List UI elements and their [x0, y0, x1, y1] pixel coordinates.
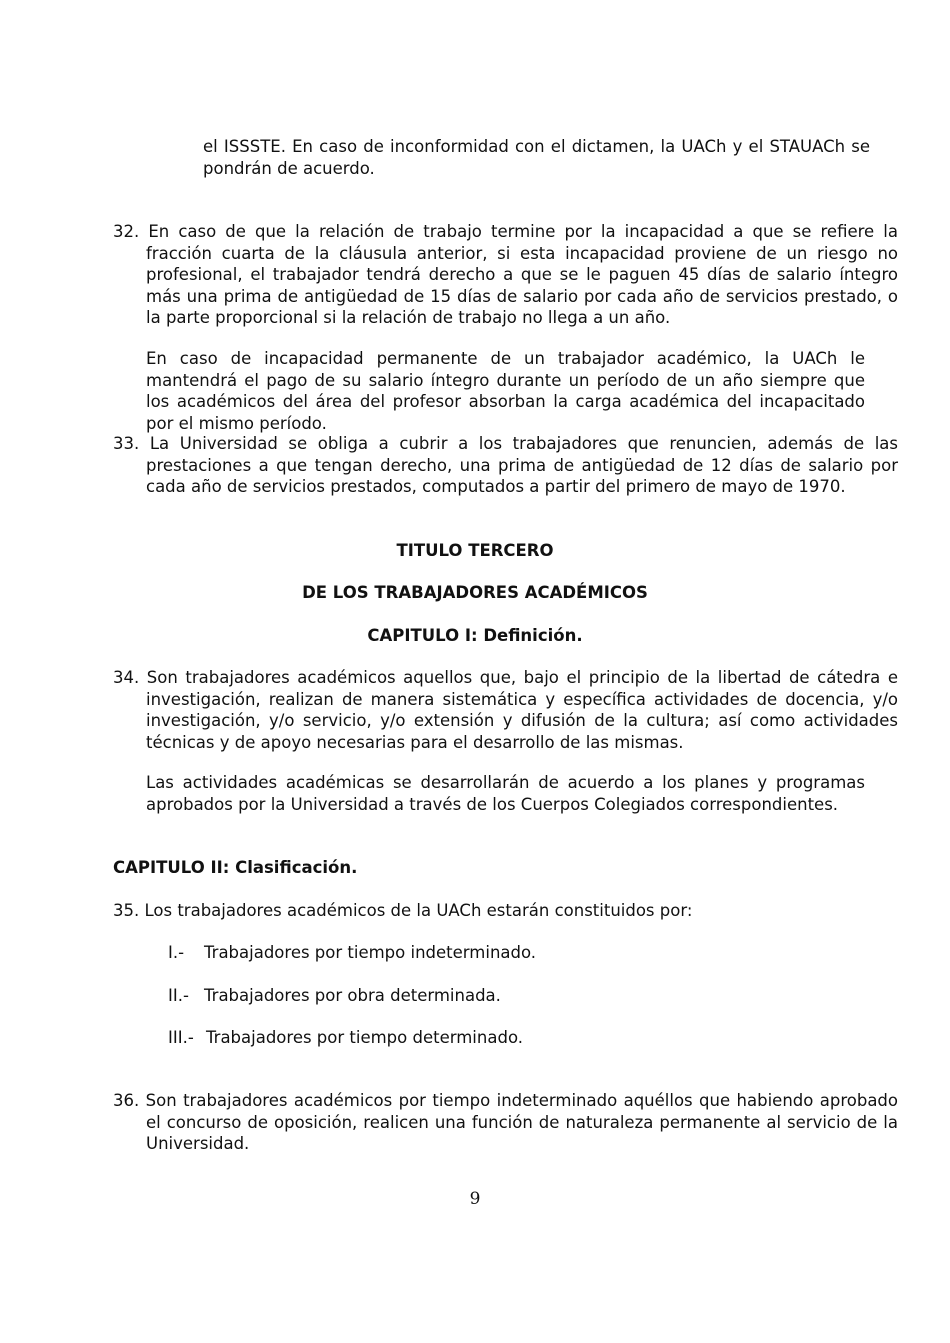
clause-35-text: Los trabajadores académicos de la UACh estarán constituidos por:	[144, 901, 693, 920]
list-item-numeral: II.-	[168, 986, 189, 1005]
clause-32-paragraph-2	[146, 348, 865, 434]
clause-33	[113, 433, 898, 498]
clause-34	[113, 667, 898, 753]
list-item-text: Trabajadores por obra determinada.	[204, 986, 501, 1005]
clause-36-text: Son trabajadores académicos por tiempo indeterminado aquéllos que habiendo aprobado el concurso de oposición, realicen una función de naturaleza permanente al servicio de la Universidad.	[145, 1091, 898, 1153]
clause-31-continuation	[203, 136, 870, 179]
clause-32-number: 32.	[113, 222, 140, 241]
title-subheading: DE LOS TRABAJADORES ACADÉMICOS	[302, 583, 648, 602]
clause-32	[113, 221, 898, 329]
list-item-text: Trabajadores por tiempo determinado.	[206, 1028, 523, 1047]
list-item	[168, 942, 536, 964]
clause-32-text-2: En caso de incapacidad permanente de un trabajador académico, la UACh le mantendrá el pago de su salario íntegro durante un período de un año siempre que los académicos del área del profesor absorban la carga académica del incapacitado por el mismo período.	[146, 349, 865, 433]
list-item-numeral: III.-	[168, 1028, 194, 1047]
clause-34-text-2: Las actividades académicas se desarrollarán de acuerdo a los planes y programas aprobados por la Universidad a través de los Cuerpos Colegiados correspondientes.	[146, 773, 865, 814]
list-item-text: Trabajadores por tiempo indeterminado.	[204, 943, 537, 962]
page-number: 9	[469, 1189, 481, 1209]
list-item	[168, 1027, 523, 1049]
clause-34-paragraph-2	[146, 772, 865, 815]
chapter-1-heading: CAPITULO I: Definición.	[367, 626, 583, 645]
list-item-numeral: I.-	[168, 943, 185, 962]
title-heading: TITULO TERCERO	[396, 541, 554, 560]
clause-33-text: La Universidad se obliga a cubrir a los trabajadores que renuncien, además de las prestaciones a que tengan derecho, una prima de antigüedad de 12 días de salario por cada año de servicios prestados, computados a partir del primero de mayo de 1970.	[146, 434, 898, 496]
chapter-2-heading: CAPITULO II: Clasificación.	[113, 858, 358, 877]
clause-35	[113, 900, 865, 922]
list-item	[168, 985, 501, 1007]
clause-31-text: el ISSSTE. En caso de inconformidad con el dictamen, la UACh y el STAUACh se pondrán de acuerdo.	[203, 137, 870, 178]
clause-34-number: 34.	[113, 668, 140, 687]
clause-32-text: En caso de que la relación de trabajo termine por la incapacidad a que se refiere la fracción cuarta de la cláusula anterior, si esta incapacidad proviene de un riesgo no profesional, el trabajador tendrá derecho a que se le paguen 45 días de salario íntegro más una prima de antigüedad de 15 días de salario por cada año de servicios prestado, o la parte proporcional si la relación de trabajo no llega a un año.	[146, 222, 898, 327]
clause-36-number: 36.	[113, 1091, 140, 1110]
clause-33-number: 33.	[113, 434, 140, 453]
clause-35-number: 35.	[113, 901, 140, 920]
clause-34-text: Son trabajadores académicos aquellos que, bajo el principio de la libertad de cátedra e investigación, realizan de manera sistemática y específica actividades de docencia, y/o investigación, y/o servicio, y/o extensión y difusión de la cultura; así como actividades técnicas y de apoyo necesarias para el desarrollo de las mismas.	[146, 668, 898, 752]
clause-36	[113, 1090, 898, 1155]
